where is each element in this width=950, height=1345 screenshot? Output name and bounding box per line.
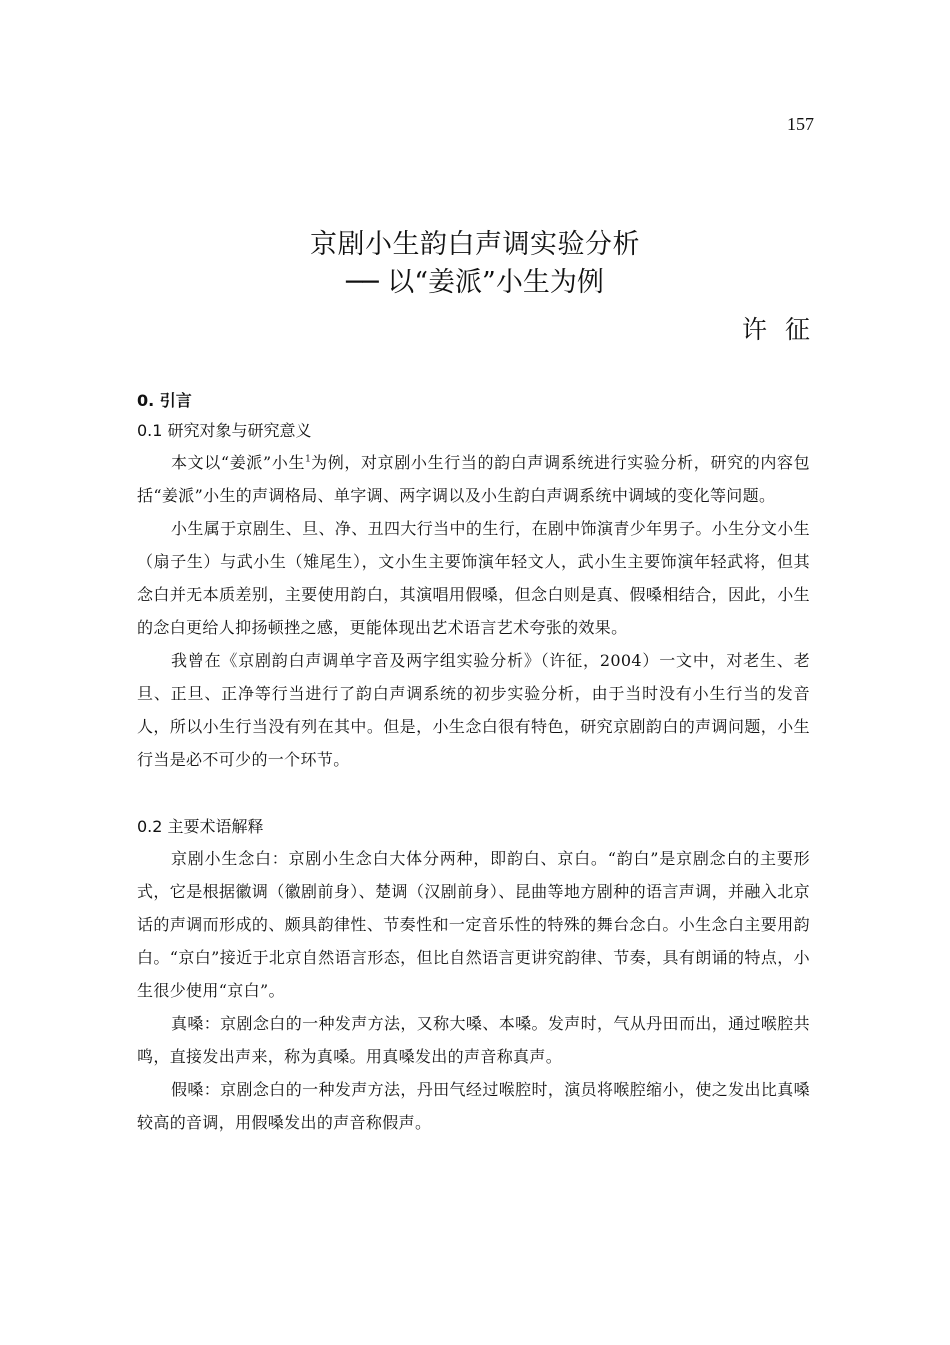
paragraph bbox=[137, 446, 810, 512]
title-block bbox=[0, 226, 950, 302]
paragraph: 我曾在《京剧韵白声调单字音及两字组实验分析》（许征，2004）一文中，对老生、老旦、正旦、正净等行当进行了韵白声调系统的初步实验分析，由于当时没有小生行当的发音人，所以小生行当没有列在其中。但是，小生念白很有特色，研究京剧韵白的声调问题，小生行当是必不可少的一个环节。 bbox=[137, 651, 810, 769]
paragraph-text: 为例，对京剧小生行当的韵白声调系统进行实验分析，研究的内容包括“姜派”小生的声调格局、单字调、两字调以及小生韵白声调系统中调域的变化等问题。 bbox=[137, 453, 810, 505]
paragraph: 假嗓：京剧念白的一种发声方法，丹田气经过喉腔时，演员将喉腔缩小，使之发出比真嗓较高的音调，用假嗓发出的声音称假声。 bbox=[137, 1080, 810, 1132]
paragraph-text: 本文以“姜派”小生 bbox=[171, 453, 306, 472]
page-number: 157 bbox=[787, 114, 814, 134]
body-content bbox=[137, 388, 810, 1139]
subsection-heading-0-1: 0.1 研究对象与研究意义 bbox=[137, 421, 312, 440]
paper-title: 京剧小生韵白声调实验分析 bbox=[310, 229, 640, 260]
paragraph: 小生属于京剧生、旦、净、丑四大行当中的生行，在剧中饰演青少年男子。小生分文小生（扇子生）与武小生（雉尾生），文小生主要饰演年轻文人，武小生主要饰演年轻武将，但其念白并无本质差别，主要使用韵白，其演唱用假嗓，但念白则是真、假嗓相结合，因此，小生的念白更给人抑扬顿挫之感，更能体现出艺术语言艺术夸张的效果。 bbox=[137, 519, 810, 637]
footnote-marker[interactable]: 1 bbox=[305, 454, 311, 465]
subsection-heading-0-2: 0.2 主要术语解释 bbox=[137, 817, 264, 836]
paper-subtitle: ── 以“姜派”小生为例 bbox=[346, 267, 604, 298]
paragraph: 真嗓：京剧念白的一种发声方法，又称大嗓、本嗓。发声时，气从丹田而出，通过喉腔共鸣，直接发出声来，称为真嗓。用真嗓发出的声音称真声。 bbox=[137, 1014, 810, 1066]
paragraph: 京剧小生念白：京剧小生念白大体分两种，即韵白、京白。“韵白”是京剧念白的主要形式，它是根据徽调（徽剧前身）、楚调（汉剧前身）、昆曲等地方剧种的语言声调，并融入北京话的声调而形成的、颇具韵律性、节奏性和一定音乐性的特殊的舞台念白。小生念白主要用韵白。“京白”接近于北京自然语言形态，但比自然语言更讲究韵律、节奏，具有朗诵的特点，小生很少使用“京白”。 bbox=[137, 849, 810, 1000]
author-name: 许征 bbox=[741, 315, 828, 344]
section-heading-intro: 0. 引言 bbox=[137, 391, 192, 410]
